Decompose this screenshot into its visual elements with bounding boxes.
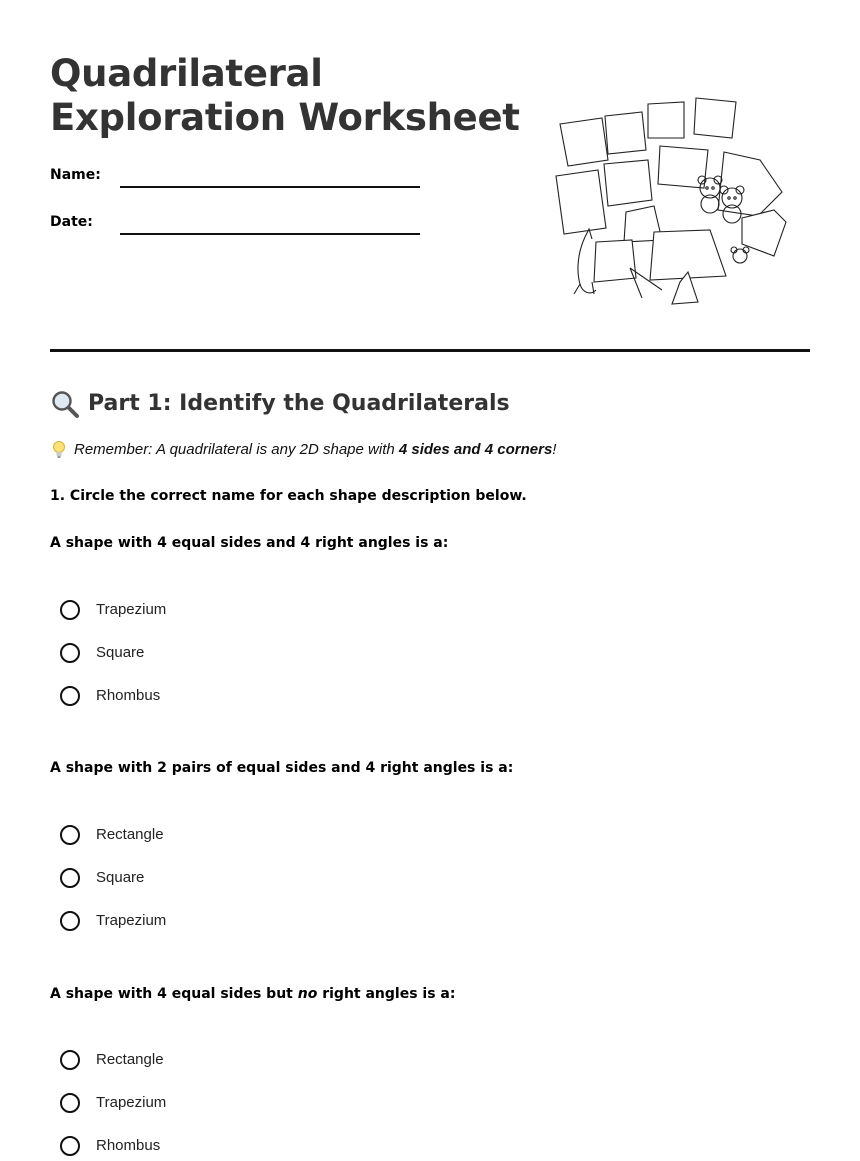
option-label: Trapezium [96,912,167,929]
instruction-1: 1. Circle the correct name for each shape description below. [50,488,527,504]
question-1-option-2[interactable] [60,640,144,666]
question-3-option-1[interactable] [60,1047,164,1073]
question-3-prompt-emphasis: no [297,986,318,1002]
question-3-option-2[interactable] [60,1090,166,1116]
radio-button[interactable] [60,1093,80,1113]
worksheet-title [50,52,520,140]
date-write-line[interactable] [120,233,420,235]
name-write-line[interactable] [120,186,420,188]
question-3-option-3[interactable] [60,1133,160,1159]
option-label: Square [96,644,145,661]
section-divider [50,349,810,352]
lightbulb-icon [50,440,68,460]
reminder-text-start: Remember: A quadrilateral is any 2D shape with [74,441,399,458]
option-label: Rhombus [96,687,161,704]
date-label: Date: [50,214,93,230]
name-label: Name: [50,167,101,183]
option-label: Trapezium [96,1094,167,1111]
radio-button[interactable] [60,825,80,845]
reminder-emphasis: 4 sides and 4 corners [398,441,553,458]
reminder-note [50,440,556,460]
option-label: Trapezium [96,601,167,618]
question-1-option-3[interactable] [60,683,160,709]
question-3-prompt-end: right angles is a: [317,986,456,1002]
question-2-option-2[interactable] [60,865,144,891]
radio-button[interactable] [60,600,80,620]
radio-button[interactable] [60,911,80,931]
title-line-2: Exploration Worksheet [50,96,520,139]
question-3-prompt-start: A shape with 4 equal sides but [50,986,298,1002]
radio-button[interactable] [60,1050,80,1070]
title-line-1: Quadrilateral [50,52,323,95]
radio-button[interactable] [60,868,80,888]
option-label: Square [96,869,145,886]
part-1-heading-text: Part 1: Identify the Quadrilaterals [88,391,510,416]
question-3-prompt [50,985,455,1003]
name-field[interactable] [50,166,420,196]
option-label: Rectangle [96,826,164,843]
magnifying-glass-icon [50,389,80,419]
question-2-prompt: A shape with 2 pairs of equal sides and 4 right angles is a: [50,760,514,776]
option-label: Rectangle [96,1051,164,1068]
radio-button[interactable] [60,1136,80,1156]
date-field[interactable] [50,213,420,243]
reminder-text-end: ! [552,441,557,458]
part-1-heading [50,389,510,419]
question-1-option-1[interactable] [60,597,166,623]
radio-button[interactable] [60,643,80,663]
question-2-option-3[interactable] [60,908,166,934]
option-label: Rhombus [96,1137,161,1154]
question-2-option-1[interactable] [60,822,164,848]
radio-button[interactable] [60,686,80,706]
quadrilaterals-illustration [550,92,790,310]
question-1-prompt: A shape with 4 equal sides and 4 right angles is a: [50,535,449,551]
